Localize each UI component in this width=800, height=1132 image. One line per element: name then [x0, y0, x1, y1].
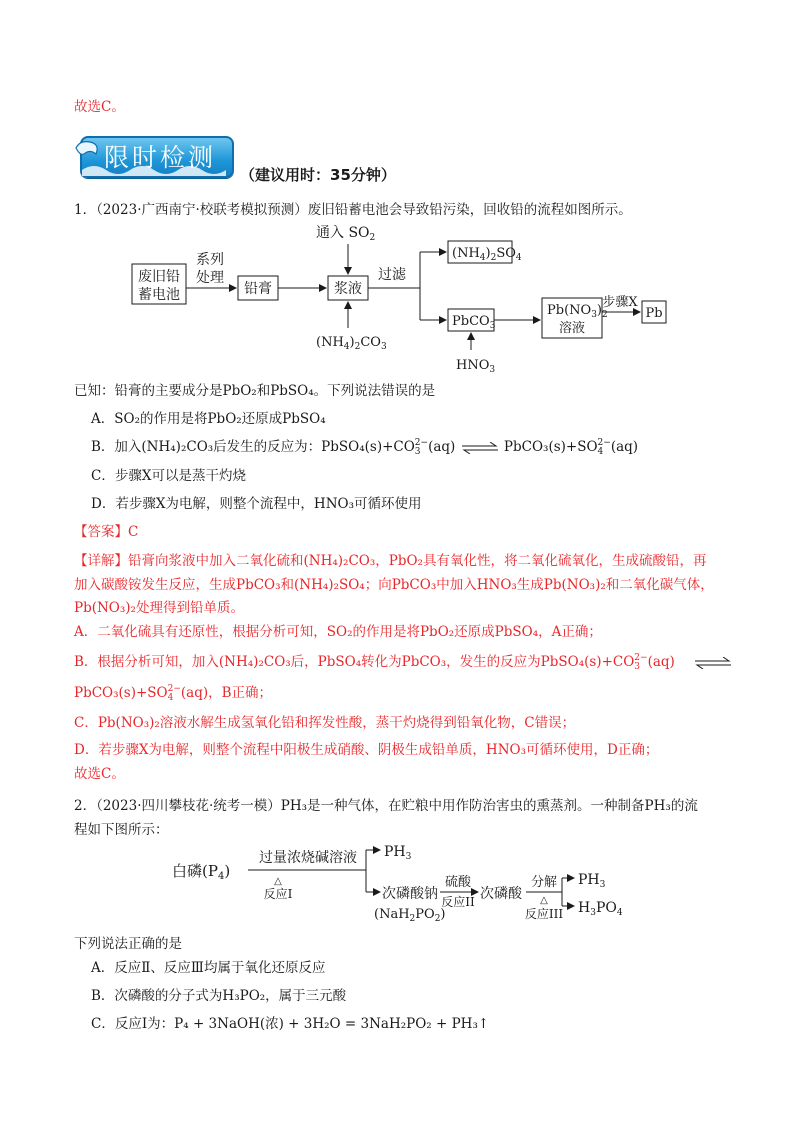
- top-conclusion: 故选C。: [74, 99, 125, 115]
- label-nah2po2: $(NaH_2PO_2)$: [374, 907, 446, 924]
- label-step-x: 步骤X: [602, 295, 638, 310]
- suggested-time: （建议用时：35分钟）: [240, 166, 396, 184]
- banner-title: 限时检测: [104, 143, 217, 172]
- box-battery-line1: 废旧铅: [138, 269, 180, 285]
- q1-explain-a: A．二氧化硫具有还原性，根据分析可知，SO₂的作用是将PbO₂还原成PbSO₄，A正确；: [74, 624, 602, 640]
- equilibrium-arrow-icon: [460, 442, 500, 454]
- box-pb-label: Pb: [645, 306, 663, 321]
- q1-explain-b: B．根据分析可知，加入(NH₄)₂CO₃后，PbSO₄转化为PbCO₃，发生的反应为PbSO₄(s)+CO 2− 3 (aq): [74, 652, 733, 672]
- label-reaction-3: 反应III: [524, 907, 564, 921]
- q1-option-a: A．SO₂的作用是将PbO₂还原成PbSO₄: [91, 411, 326, 427]
- q1-option-b: B．加入(NH₄)₂CO₃后发生的反应为：PbSO₄(s)+CO 2− 3 (aq) PbCO₃(s)+SO 2− 4 (aq): [91, 437, 639, 457]
- label-hypophosphite: 次磷酸钠: [382, 886, 438, 902]
- q1-option-d: D．若步骤X为电解，则整个流程中，HNO₃可循环使用: [91, 496, 422, 512]
- label-so2-in: 通入 $SO_2$: [316, 225, 376, 243]
- box-ammonium-sulfate-label: $(NH_4)_2SO_4$: [452, 246, 522, 263]
- heat-icon: △: [274, 876, 282, 887]
- label-hno3: $HNO_3$: [456, 358, 496, 374]
- q1-conclusion: 故选C。: [74, 766, 125, 782]
- q1-known: 已知：铅膏的主要成分是PbO₂和PbSO₄。下列说法错误的是: [74, 383, 436, 399]
- label-ammonium-carbonate: $(NH_4)_2CO_3$: [316, 335, 387, 352]
- label-decompose: 分解: [530, 875, 558, 890]
- q1-explain-b2: PbCO₃(s)+SO 2− 4 (aq)，B正确；: [74, 683, 273, 703]
- q1-detail-3: Pb(NO₃)₂处理得到铅单质。: [74, 600, 244, 616]
- section-banner: [74, 134, 234, 180]
- q2-option-b: B．次磷酸的分子式为H₃PO₂，属于三元酸: [91, 988, 347, 1004]
- box-paste-label: 铅膏: [244, 281, 272, 297]
- q2-question: 下列说法正确的是: [74, 936, 182, 952]
- equilibrium-arrow-icon: [693, 657, 733, 669]
- q1-flowchart: [120, 222, 680, 374]
- q2-stem-2: 程如下图所示：: [74, 822, 169, 838]
- q1-detail-1: 【详解】铅膏向浆液中加入二氧化硫和(NH₄)₂CO₃，PbO₂具有氧化性，将二氧化硫氧化，生成硫酸铅，再: [74, 553, 707, 569]
- label-hypophosphorous-acid: 次磷酸: [480, 886, 522, 902]
- box-pbco3-label: PbCO$_3$: [452, 314, 496, 331]
- q2-stem-1: 2．（2023·四川攀枝花·统考一模）PH₃是一种气体，在贮粮中用作防治害虫的熏蒸剂。一种制备PH₃的流: [74, 798, 698, 814]
- q1-answer: 【答案】C: [74, 524, 139, 540]
- label-excess-base: 过量浓烧碱溶液: [259, 850, 357, 866]
- q2-option-c: C．反应Ⅰ为：P₄ + 3NaOH(浓) + 3H₂O = 3NaH₂PO₂ + PH₃↑: [91, 1016, 490, 1032]
- label-reaction-1: 反应I: [263, 887, 293, 901]
- q2-option-a: A．反应Ⅱ、反应Ⅲ均属于氧化还原反应: [91, 960, 326, 976]
- label-h3po4: $H_3PO_4$: [578, 900, 623, 918]
- label-filter: 过滤: [378, 267, 406, 283]
- q1-detail-2: 加入碳酸铵发生反应，生成PbCO₃和(NH₄)₂SO₄；向PbCO₃中加入HNO₃生成Pb(NO₃)₂和二氧化碳气体，: [74, 577, 714, 593]
- box-lead-nitrate-line2: 溶液: [558, 321, 586, 336]
- q1-explain-c: C．Pb(NO₃)₂溶液水解生成氢氧化铅和挥发性酸，蒸干灼烧得到铅氧化物，C错误；: [74, 715, 576, 731]
- label-ph3-bottom: $PH_3$: [578, 872, 606, 890]
- q2-flowchart: [170, 838, 650, 930]
- box-battery-line2: 蓄电池: [138, 287, 180, 303]
- label-white-phosphorus: 白磷$(P_4)$: [172, 862, 231, 882]
- label-series-2: 处理: [196, 270, 224, 286]
- box-slurry-label: 浆液: [334, 281, 362, 297]
- q1-explain-d: D．若步骤X为电解，则整个流程中阳极生成硝酸、阴极生成铅单质，HNO₃可循环使用，D正确；: [74, 742, 659, 758]
- label-sulfuric-acid: 硫酸: [444, 875, 472, 890]
- heat-icon-2: △: [540, 895, 548, 906]
- q1-stem: 1．（2023·广西南宁·校联考模拟预测）废旧铅蓄电池会导致铅污染，回收铅的流程如图所示。: [74, 202, 632, 218]
- label-reaction-2: 反应II: [441, 895, 475, 909]
- box-lead-nitrate-line1: $Pb(NO_3)_2$: [547, 303, 608, 320]
- label-series-1: 系列: [196, 252, 224, 268]
- label-ph3-top: $PH_3$: [384, 844, 412, 862]
- q1-option-c: C．步骤X可以是蒸干灼烧: [91, 468, 246, 484]
